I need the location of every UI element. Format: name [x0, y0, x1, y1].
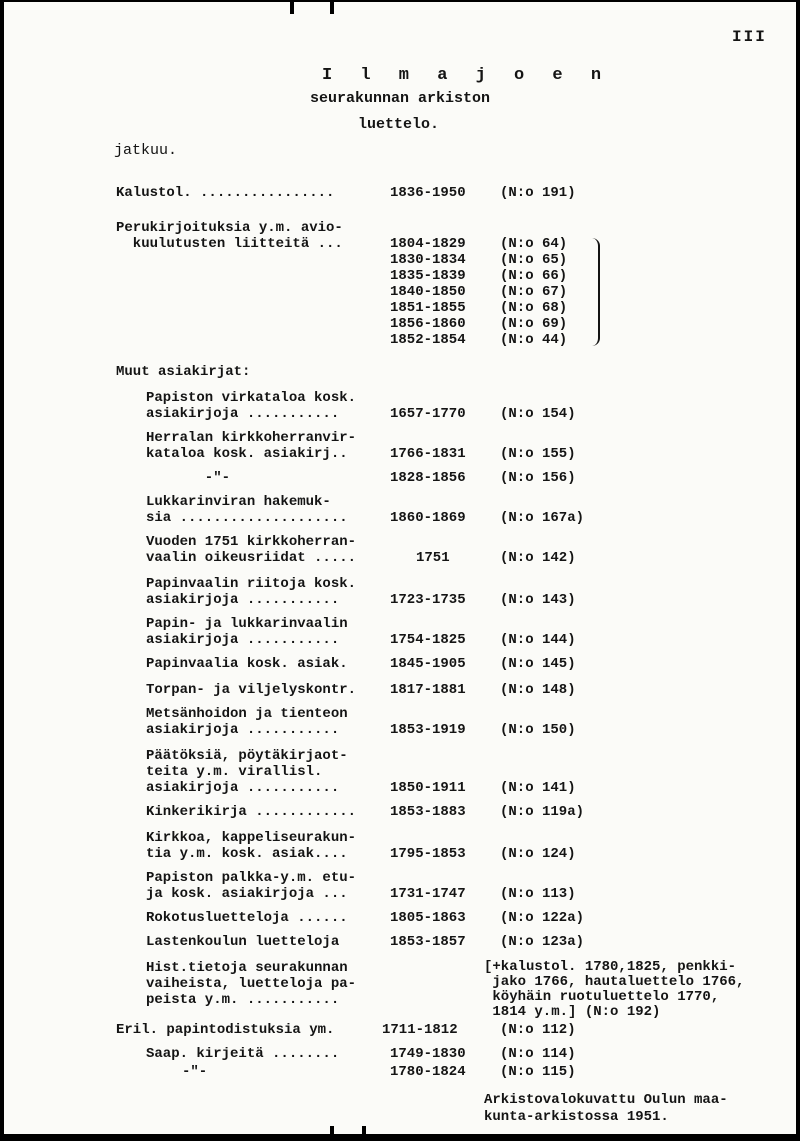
entry-ref: (N:o 155) — [500, 446, 576, 462]
section-heading: Muut asiakirjat: — [116, 364, 251, 380]
document-page — [4, 2, 796, 1134]
entry-years: 1853-1883 — [390, 804, 466, 820]
scan-mark — [290, 0, 294, 14]
entry-label: Vuoden 1751 kirkkoherran- vaalin oikeusriidat ..... — [146, 534, 357, 566]
entry-ref: (N:o 114) — [500, 1046, 576, 1062]
entry-ref: (N:o 154) — [500, 406, 576, 422]
entry-years: 1817-1881 — [390, 682, 466, 698]
entry-years: 1828-1856 — [390, 470, 466, 486]
archive-note: Arkistovalokuvattu Oulun maa- kunta-arkistossa 1951. — [484, 1092, 728, 1125]
entry-years: 1754-1825 — [390, 632, 466, 648]
entry-years: 1845-1905 — [390, 656, 466, 672]
entry-years: 1749-1830 — [390, 1046, 466, 1062]
entry-years: 1860-1869 — [390, 510, 466, 526]
entry-label: Rokotusluetteloja ...... — [146, 910, 348, 926]
hist-note: [+kalustol. 1780,1825, penkki- jako 1766, hautaluettelo 1766, köyhäin ruotuluettelo 1770, 1814 y.m.] (N:o 192) — [484, 959, 745, 1020]
entry-label: Papinvaalin riitoja kosk. asiakirjoja ........... — [146, 576, 357, 608]
entry-ref: (N:o 123a) — [500, 934, 585, 950]
scan-mark — [330, 0, 334, 14]
entry-ref: (N:o 145) — [500, 656, 576, 672]
entry-label: Metsänhoidon ja tienteon asiakirjoja ........... — [146, 706, 348, 738]
entry-years: 1850-1911 — [390, 780, 466, 796]
entry-label: -"- — [146, 470, 231, 486]
entry-years: 1751 — [416, 550, 450, 566]
entry-ref: (N:o 142) — [500, 550, 576, 566]
entry-years: 1731-1747 — [390, 886, 466, 902]
entry-label: Papiston palkka-y.m. etu- ja kosk. asiakirjoja ... — [146, 870, 357, 902]
entry-ref: (N:o 191) — [500, 185, 576, 201]
entry-label: Kalustol. ................ — [116, 185, 335, 201]
entry-years: 1711-1812 — [382, 1022, 458, 1038]
entry-label: Papinvaalia kosk. asiak. — [146, 656, 348, 672]
entry-label: Papin- ja lukkarinvaalin asiakirjoja ........... — [146, 616, 348, 648]
entry-ref: (N:o 156) — [500, 470, 576, 486]
entry-ref: (N:o 122a) — [500, 910, 585, 926]
page-number: III — [732, 28, 767, 46]
entry-ref: (N:o 113) — [500, 886, 576, 902]
entry-label: Saap. kirjeitä ........ — [146, 1046, 340, 1062]
entry-ref: (N:o 141) — [500, 780, 576, 796]
entry-years: 1657-1770 — [390, 406, 466, 422]
entry-label: Papiston virkataloa kosk. asiakirjoja ........... — [146, 390, 357, 422]
continued-label: jatkuu. — [114, 142, 178, 159]
entry-ref: (N:o 150) — [500, 722, 576, 738]
entry-label: Hist.tietoja seurakunnan vaiheista, luetteloja pa- peista y.m. ........... — [146, 960, 357, 1008]
grouping-bracket — [586, 238, 600, 346]
entry-label: Perukirjoituksia y.m. avio- kuulutusten liitteitä ... — [116, 220, 343, 252]
entry-years: 1795-1853 — [390, 846, 466, 862]
entry-years: 1836-1950 — [390, 185, 466, 201]
entry-ref: (N:o 124) — [500, 846, 576, 862]
entry-label: Lastenkoulun luetteloja — [146, 934, 340, 950]
page-subtitle-2: luettelo. — [358, 116, 440, 133]
entry-ref: (N:o 115) — [500, 1064, 576, 1080]
entry-ref: (N:o 148) — [500, 682, 576, 698]
entry-years: 1853-1919 — [390, 722, 466, 738]
entry-ref: (N:o 144) — [500, 632, 576, 648]
entry-label: Päätöksiä, pöytäkirjaot- teita y.m. virallisl. asiakirjoja ........... — [146, 748, 348, 796]
entry-years: 1805-1863 — [390, 910, 466, 926]
entry-years: 1723-1735 — [390, 592, 466, 608]
entry-label: Kirkkoa, kappeliseurakun- tia y.m. kosk. asiak.... — [146, 830, 357, 862]
entry-label: Kinkerikirja ............ — [146, 804, 357, 820]
entry-ref: (N:o 112) — [500, 1022, 576, 1038]
entry-years: 1766-1831 — [390, 446, 466, 462]
entry-ref: (N:o 119a) — [500, 804, 585, 820]
page-subtitle: seurakunnan arkiston — [310, 90, 491, 107]
entry-years: 1804-1829 1830-1834 1835-1839 1840-1850 1851-1855 1856-1860 1852-1854 — [390, 236, 466, 348]
scan-mark — [330, 1126, 334, 1141]
entry-label: Lukkarinviran hakemuk- sia .................... — [146, 494, 348, 526]
page-title: I l m a j o e n — [322, 66, 611, 85]
entry-label: Torpan- ja viljelyskontr. — [146, 682, 357, 698]
entry-ref: (N:o 143) — [500, 592, 576, 608]
entry-years: 1780-1824 — [390, 1064, 466, 1080]
entry-ref: (N:o 64) (N:o 65) (N:o 66) (N:o 67) (N:o 68) (N:o 69) (N:o 44) — [500, 236, 568, 348]
entry-label: -"- — [182, 1064, 208, 1080]
entry-label: Eril. papintodistuksia ym. — [116, 1022, 335, 1038]
entry-label: Herralan kirkkoherranvir- kataloa kosk. asiakirj.. — [146, 430, 357, 462]
entry-ref: (N:o 167a) — [500, 510, 585, 526]
scan-mark — [362, 1126, 366, 1141]
entry-years: 1853-1857 — [390, 934, 466, 950]
